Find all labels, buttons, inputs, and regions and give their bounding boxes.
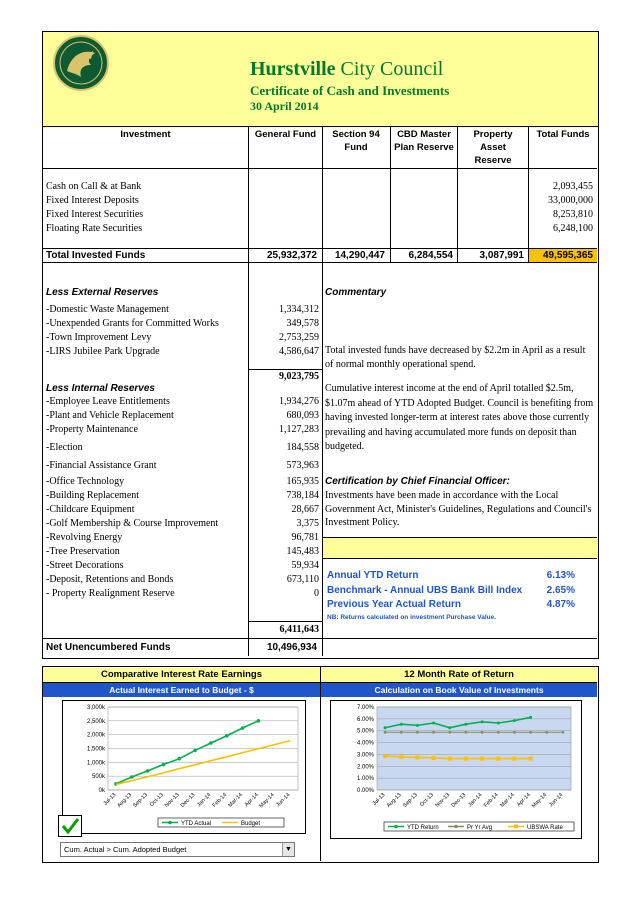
investment-row-label: Floating Rate Securities <box>46 223 143 234</box>
total-invested-general: 25,932,372 <box>266 250 317 261</box>
dropdown-value: Cum. Actual > Cum. Adopted Budget <box>64 845 187 854</box>
col-cbd: CBD Master Plan Reserve <box>394 129 454 153</box>
certificate-date: 30 April 2014 <box>250 99 319 113</box>
reserve-value: 165,935 <box>286 476 319 487</box>
data-point <box>562 731 565 734</box>
reserve-label: -Plant and Vehicle Replacement <box>46 410 174 421</box>
reserve-label: -Employee Leave Entitlements <box>46 396 170 407</box>
chart-view-dropdown[interactable] <box>60 842 295 857</box>
x-tick-label: Mar-14 <box>499 792 516 809</box>
col-total: Total Funds <box>536 129 590 140</box>
x-tick-label: Jan-14 <box>196 792 213 809</box>
net-funds-value: 10,496,934 <box>266 642 317 653</box>
reserve-label: -Election <box>46 442 83 453</box>
return-label: Benchmark - Annual UBS Bank Bill Index <box>327 585 523 596</box>
legend-label: UBSWA Rate <box>527 825 563 831</box>
data-point <box>464 723 467 726</box>
reserve-value: 1,127,283 <box>279 424 319 435</box>
council-logo-icon <box>53 35 109 91</box>
data-point <box>400 731 403 734</box>
data-point <box>384 726 387 729</box>
investment-row-label: Fixed Interest Deposits <box>46 195 139 206</box>
commentary-heading: Commentary <box>325 287 387 298</box>
x-tick-label: Oct-13 <box>148 792 165 809</box>
legend-label: YTD Actual <box>181 821 212 827</box>
reserve-value: 28,667 <box>291 504 319 515</box>
reserve-label: -Street Decorations <box>46 560 124 571</box>
legend-label: Budget <box>241 821 261 827</box>
reserve-value: 184,558 <box>286 442 319 453</box>
investment-row-total: 33,000,000 <box>548 195 593 206</box>
y-tick-label: 500k <box>91 774 105 781</box>
y-tick-label: 7.00% <box>356 705 374 711</box>
reserve-label: -Domestic Waste Management <box>46 304 169 315</box>
reserve-value: 349,578 <box>286 318 319 329</box>
total-invested-cbd: 6,284,554 <box>408 250 453 261</box>
data-point <box>416 724 419 727</box>
y-tick-label: 2,500k <box>86 718 105 725</box>
x-tick-label: Jan-14 <box>467 792 484 809</box>
x-tick-label: Dec-13 <box>450 792 468 809</box>
y-tick-label: 3,000k <box>86 705 105 711</box>
org-name-rest: City Council <box>335 58 444 80</box>
data-point <box>432 722 435 725</box>
investment-row-label: Fixed Interest Securities <box>46 209 144 220</box>
net-funds-label: Net Unencumbered Funds <box>46 642 171 653</box>
y-tick-label: 3.00% <box>356 752 374 759</box>
legend-marker <box>394 825 398 829</box>
data-point <box>481 720 484 723</box>
data-point <box>529 731 532 734</box>
data-point <box>177 757 181 761</box>
reserve-value: 145,483 <box>286 546 319 557</box>
y-tick-label: 2.00% <box>356 764 374 771</box>
y-tick-label: 5.00% <box>356 728 374 735</box>
data-point <box>448 757 452 761</box>
reserve-label: -Financial Assistance Grant <box>46 460 157 471</box>
investment-row-label: Cash on Call & at Bank <box>46 181 142 192</box>
data-point <box>512 757 516 761</box>
y-tick-label: 4.00% <box>356 740 374 747</box>
reserve-label: -Revolving Energy <box>46 532 123 543</box>
reserve-label: -Building Replacement <box>46 490 140 501</box>
reserve-value: 680,093 <box>286 410 319 421</box>
data-point <box>464 757 468 761</box>
y-tick-label: 0.00% <box>356 788 374 794</box>
total-invested-s94: 14,290,447 <box>334 250 385 261</box>
y-tick-label: 1,000k <box>86 760 105 767</box>
reserve-label: -Deposit, Retentions and Bonds <box>46 574 174 585</box>
total-invested-total: 49,595,365 <box>542 250 593 261</box>
x-tick-label: Oct-13 <box>419 792 435 809</box>
reserve-value: 1,934,276 <box>279 396 319 407</box>
data-point <box>209 741 213 745</box>
total-invested-label: Total Invested Funds <box>46 250 146 261</box>
x-tick-label: May-14 <box>530 792 549 810</box>
return-value: 6.13% <box>546 570 575 581</box>
returns-note: NB: Returns calculated on investment Purchase Value. <box>327 614 497 621</box>
data-point <box>225 734 229 738</box>
data-point <box>513 731 516 734</box>
x-tick-label: Sep-13 <box>132 792 149 809</box>
interest-earnings-chart <box>62 700 304 832</box>
reserve-value: 96,781 <box>291 532 319 543</box>
data-point <box>529 716 532 719</box>
total-invested-property: 3,087,991 <box>479 250 524 261</box>
y-tick-label: 6.00% <box>356 716 374 723</box>
col-investment: Investment <box>120 129 171 140</box>
data-point <box>415 755 419 759</box>
return-label: Previous Year Actual Return <box>327 599 461 610</box>
certification-heading: Certification by Chief Financial Officer: <box>325 476 510 487</box>
x-tick-label: Mar-14 <box>227 792 244 809</box>
left-chart-subtitle: Actual Interest Earned to Budget - $ <box>43 683 320 697</box>
right-chart-subtitle: Calculation on Book Value of Investments <box>321 683 597 697</box>
reserve-label: -Golf Membership & Course Improvement <box>46 518 219 529</box>
plot-area <box>377 707 571 790</box>
data-point <box>497 731 500 734</box>
data-point <box>432 731 435 734</box>
reserve-value: 59,934 <box>291 560 319 571</box>
x-tick-label: Apr-14 <box>516 792 532 809</box>
chevron-down-icon[interactable]: ▼ <box>282 843 294 856</box>
data-point <box>146 769 150 773</box>
reserve-value: 738,184 <box>286 490 319 501</box>
x-tick-label: Jul-13 <box>102 792 118 808</box>
internal-reserves-heading: Less Internal Reserves <box>46 383 155 394</box>
reserve-label: -Tree Preservation <box>46 546 120 557</box>
x-tick-label: Feb-14 <box>483 792 500 809</box>
data-point <box>545 731 548 734</box>
x-tick-label: Jun-14 <box>548 792 565 809</box>
reserve-label: - Property Realignment Reserve <box>46 588 175 599</box>
legend-marker <box>168 821 172 825</box>
return-value: 4.87% <box>546 599 575 610</box>
chart-toggle-checkbox[interactable] <box>58 815 82 837</box>
data-point <box>432 756 436 760</box>
data-point <box>399 755 403 759</box>
x-tick-label: Jun-14 <box>275 792 292 809</box>
left-chart-title: Comparative Interest Rate Earnings <box>43 668 320 683</box>
data-point <box>384 731 387 734</box>
x-tick-label: Apr-14 <box>243 792 260 809</box>
reserve-label: -LIRS Jubilee Park Upgrade <box>46 346 160 357</box>
data-point <box>162 763 166 767</box>
x-tick-label: Nov-13 <box>163 792 181 809</box>
rate-of-return-chart <box>330 700 580 837</box>
data-point <box>481 731 484 734</box>
certification-text: Investments have been made in accordance with the Local Government Act, Minister's Guidelines, Regulations and Council's Investment Policy. <box>325 490 592 528</box>
data-point <box>241 726 245 730</box>
x-tick-label: Feb-14 <box>211 792 229 809</box>
data-point <box>416 731 419 734</box>
col-property: Property Asset Reserve <box>473 129 513 166</box>
reserve-value: 673,110 <box>286 574 319 585</box>
y-tick-label: 1.00% <box>356 776 374 783</box>
x-tick-label: Dec-13 <box>179 792 197 809</box>
reserve-label: -Town Improvement Levy <box>46 332 152 343</box>
data-point <box>496 757 500 761</box>
certificate-title: Certificate of Cash and Investments <box>250 83 450 98</box>
legend-marker <box>514 825 518 829</box>
reserve-value: 3,375 <box>296 518 319 529</box>
org-name-bold: Hurstville <box>250 58 336 80</box>
legend-label: YTD Return <box>407 825 439 831</box>
x-tick-label: Sep-13 <box>402 792 419 809</box>
commentary-text-1: Total invested funds have decreased by $2.2m in April as a result of normal monthly operational spend. <box>325 345 586 370</box>
data-point <box>448 726 451 729</box>
data-point <box>193 749 197 753</box>
reserve-label: -Office Technology <box>46 476 125 487</box>
data-point <box>257 719 261 723</box>
commentary-text-2: Cumulative interest income at the end of April totalled $2.5m, $1.07m ahead of YTD Adopted Budget. Council is benefiting from having invested longer-term at interest rates above those currently prevailing and having accumulated more funds on deposit than budgeted. <box>325 383 594 452</box>
reserve-value: 2,753,259 <box>279 332 319 343</box>
y-tick-label: 2,000k <box>86 732 105 739</box>
legend-label: Pr Yr Avg <box>467 825 493 831</box>
reserve-value: 0 <box>314 588 319 599</box>
external-subtotal: 9,023,795 <box>279 371 319 382</box>
data-point <box>130 775 134 779</box>
y-tick-label: 0k <box>98 788 105 794</box>
data-point <box>529 757 533 761</box>
data-point <box>513 719 516 722</box>
reserve-value: 573,963 <box>286 460 319 471</box>
data-point <box>448 731 451 734</box>
col-section94: Section 94 Fund <box>332 129 380 153</box>
x-tick-label: Jul-13 <box>371 792 387 808</box>
reserve-label: -Unexpended Grants for Committed Works <box>46 318 219 329</box>
data-point <box>400 723 403 726</box>
investment-row-total: 2,093,455 <box>553 181 593 192</box>
x-tick-label: Nov-13 <box>434 792 452 809</box>
x-tick-label: Aug-13 <box>116 792 134 809</box>
reserve-label: -Property Maintenance <box>46 424 138 435</box>
legend-marker <box>454 825 458 829</box>
internal-subtotal: 6,411,643 <box>279 624 319 635</box>
col-general-fund: General Fund <box>254 129 317 140</box>
data-point <box>480 757 484 761</box>
data-point <box>383 754 387 758</box>
reserve-value: 1,334,312 <box>279 304 319 315</box>
y-tick-label: 1,500k <box>86 746 105 753</box>
reserve-value: 4,586,647 <box>279 346 319 357</box>
reserve-label: -Childcare Equipment <box>46 504 135 515</box>
external-reserves-heading: Less External Reserves <box>46 287 159 298</box>
return-label: Annual YTD Return <box>327 570 419 581</box>
x-tick-label: Aug-13 <box>385 792 403 809</box>
checkmark-icon <box>59 816 81 836</box>
x-tick-label: May-14 <box>258 792 276 810</box>
investment-row-total: 6,248,100 <box>553 223 593 234</box>
right-chart-title: 12 Month Rate of Return <box>321 668 597 683</box>
investment-row-total: 8,253,810 <box>553 209 593 220</box>
return-value: 2.65% <box>546 585 575 596</box>
data-point <box>465 731 468 734</box>
data-point <box>497 722 500 725</box>
